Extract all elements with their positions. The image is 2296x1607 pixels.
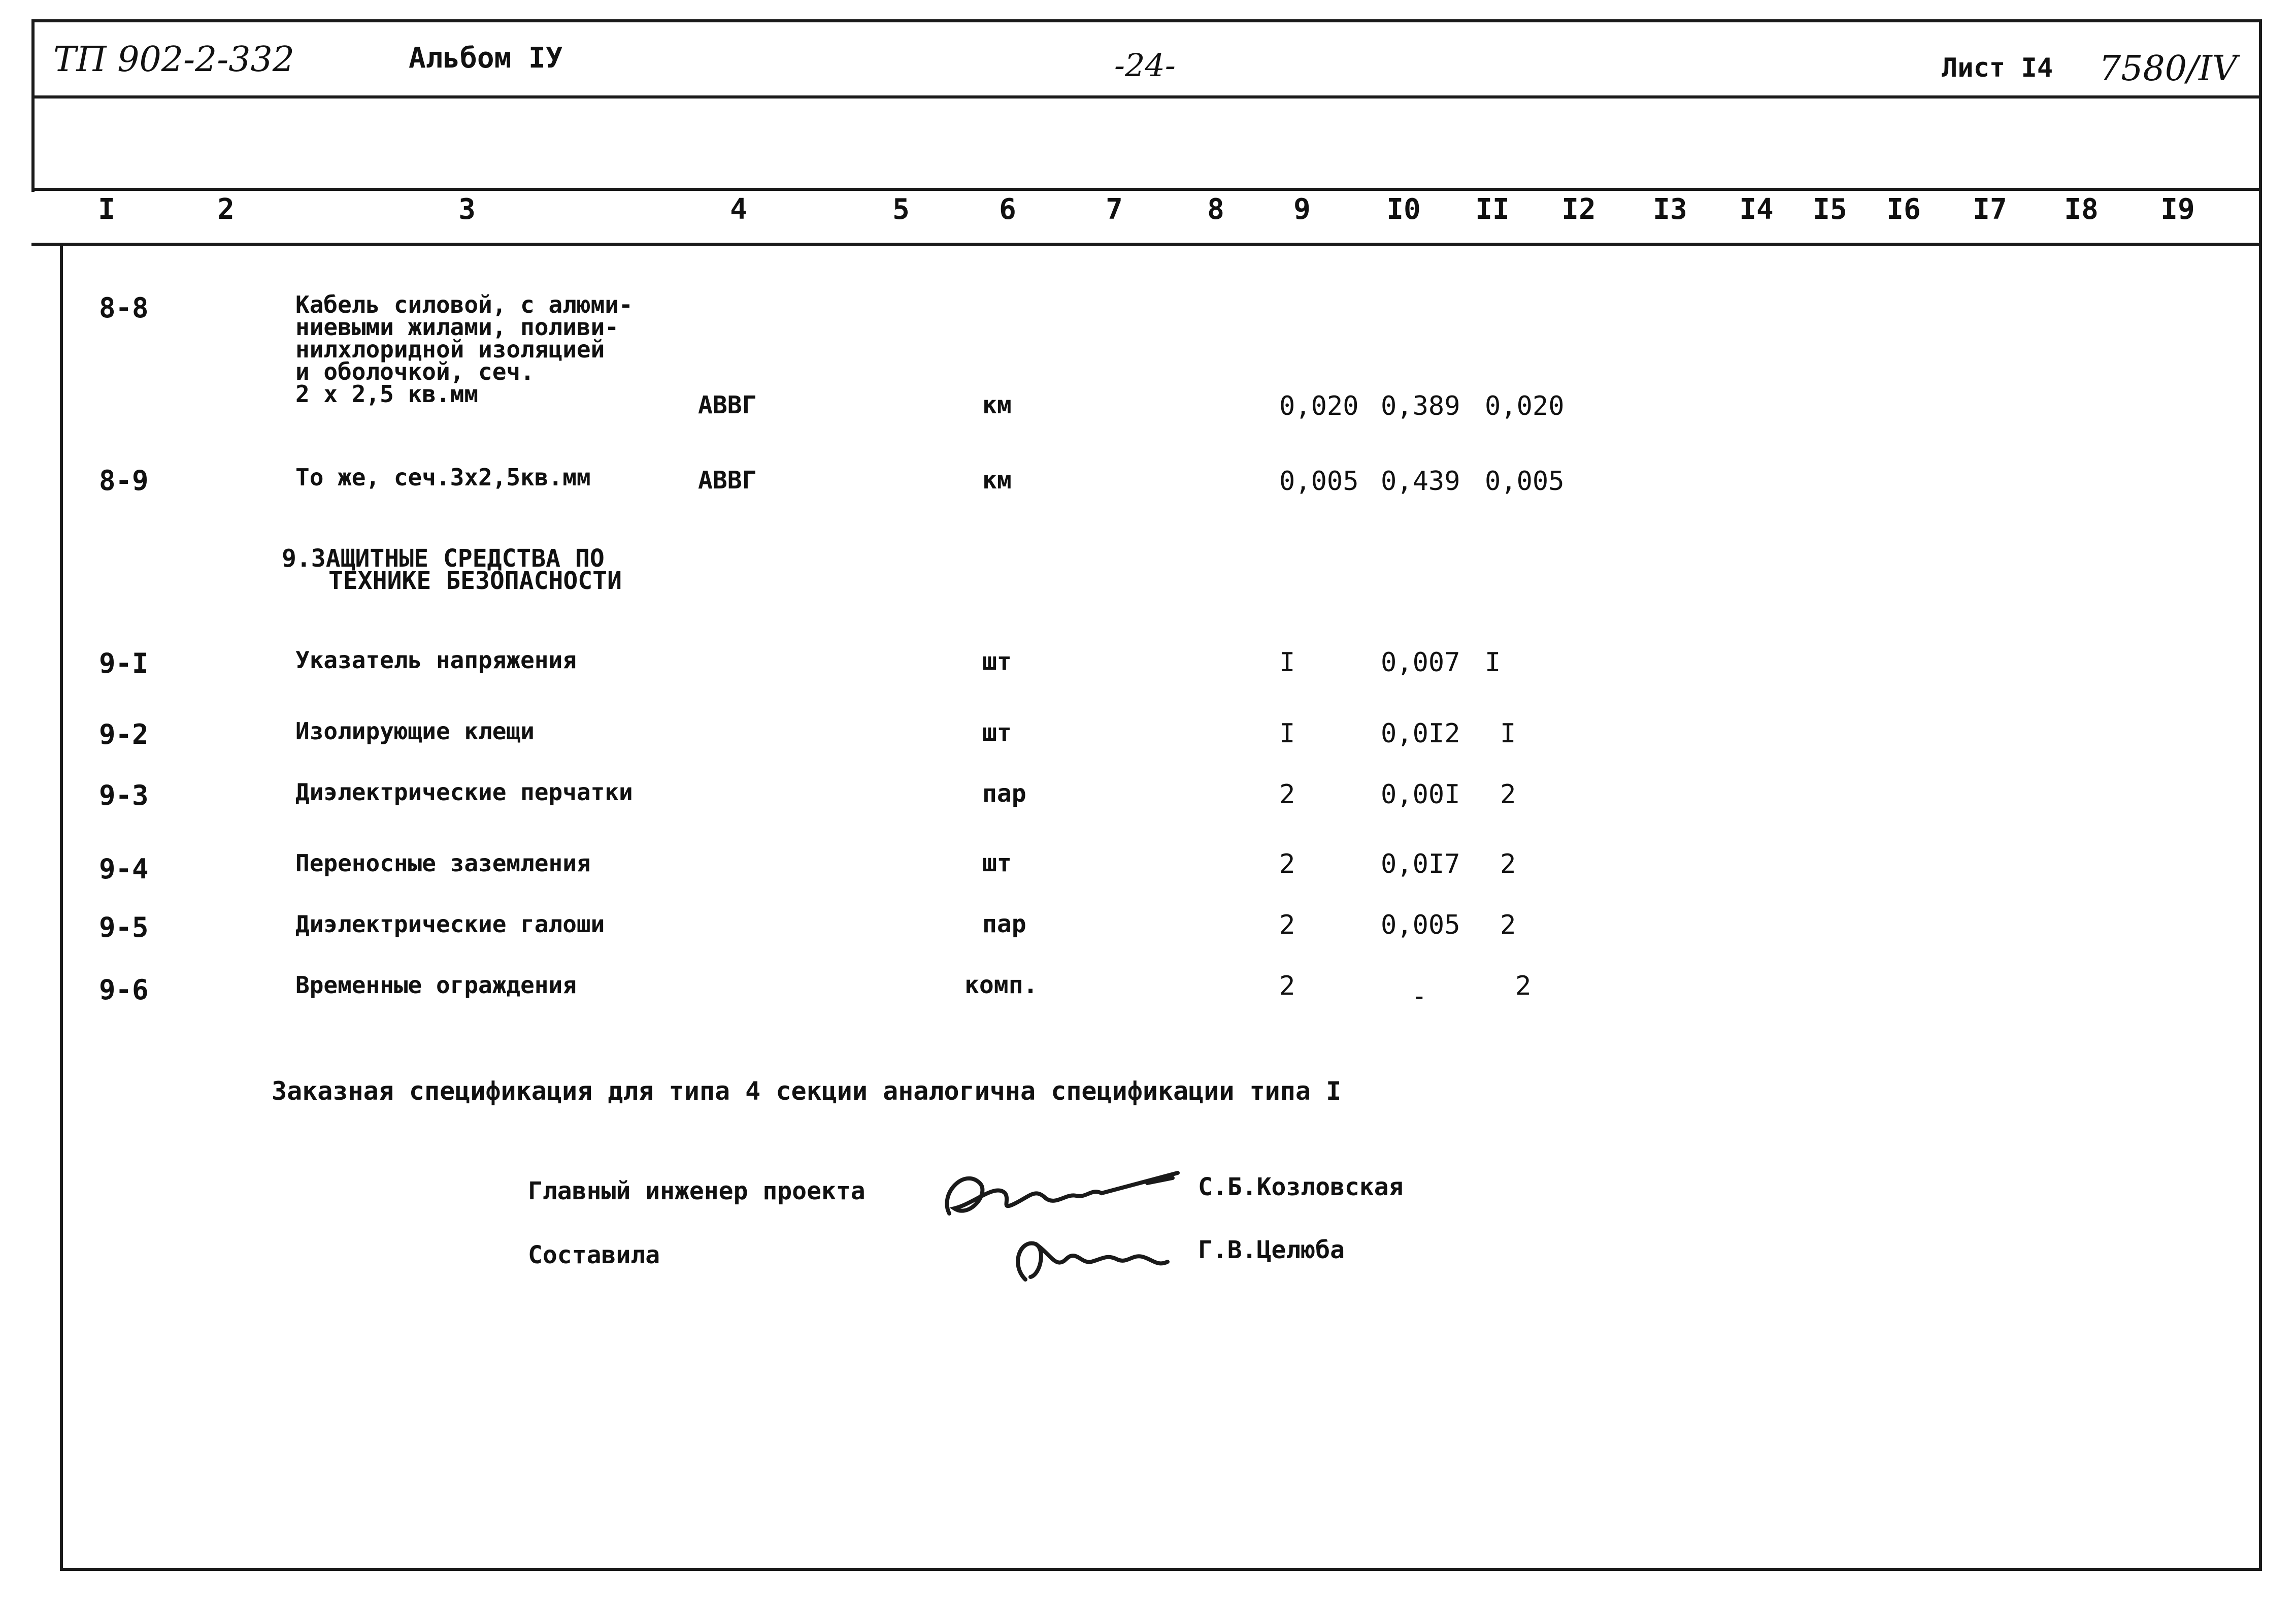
row-unit: комп. bbox=[964, 971, 1038, 999]
row-name bbox=[295, 849, 591, 877]
row-name-line: Изолирующие клещи bbox=[295, 717, 535, 745]
column-number: II bbox=[1475, 193, 1510, 226]
row-unit: шт bbox=[982, 718, 1012, 747]
row-column-11: I bbox=[1500, 718, 1516, 749]
row-column-11: 0,020 bbox=[1485, 391, 1565, 421]
row-name bbox=[295, 646, 577, 674]
row-name-line: То же, сеч.3х2,5кв.мм bbox=[295, 464, 591, 491]
row-column-10: 0,439 bbox=[1381, 466, 1460, 497]
column-number: 6 bbox=[999, 193, 1016, 226]
row-name-line: Диэлектрические перчатки bbox=[295, 778, 633, 806]
section-heading-line: 9.ЗАЩИТНЫЕ СРЕДСТВА ПО bbox=[282, 544, 605, 573]
row-column-10: 0,007 bbox=[1381, 647, 1460, 678]
row-name-line: ниевыми жилами, поливи- bbox=[295, 313, 619, 341]
row-name-line: 2 х 2,5 кв.мм bbox=[295, 380, 479, 408]
column-number: I4 bbox=[1739, 193, 1774, 226]
row-column-9: 0,005 bbox=[1279, 466, 1359, 497]
row-column-10: 0,0I2 bbox=[1381, 718, 1460, 749]
row-position: 9-6 bbox=[99, 974, 149, 1006]
row-position: 9-2 bbox=[99, 718, 149, 750]
row-position: 8-9 bbox=[99, 465, 149, 497]
frame-left-top-line bbox=[31, 19, 35, 192]
row-column-10: 0,00I bbox=[1381, 779, 1460, 810]
column-number: 7 bbox=[1106, 193, 1123, 226]
column-number: I6 bbox=[1886, 193, 1921, 226]
row-column-10: 0,389 bbox=[1381, 391, 1460, 421]
row-name-line: Временные ограждения bbox=[295, 971, 577, 999]
row-column-11: 0,005 bbox=[1485, 466, 1565, 497]
column-number: I9 bbox=[2160, 193, 2195, 226]
row-name bbox=[295, 291, 633, 408]
signature-compiler-icon bbox=[1005, 1224, 1198, 1295]
row-column-10: 0,0I7 bbox=[1381, 849, 1460, 879]
row-unit: км bbox=[982, 466, 1012, 495]
frame-column-bottom-line bbox=[31, 243, 2261, 246]
column-number: 9 bbox=[1293, 193, 1311, 226]
column-number: I0 bbox=[1386, 193, 1421, 226]
page-number: -24- bbox=[1114, 47, 1176, 84]
row-name-line: Кабель силовой, с алюми- bbox=[295, 291, 633, 318]
row-column-11: 2 bbox=[1500, 910, 1516, 940]
row-column-11: 2 bbox=[1500, 779, 1516, 810]
column-number: 8 bbox=[1207, 193, 1224, 226]
frame-header-line bbox=[31, 95, 2261, 99]
row-position: 9-4 bbox=[99, 853, 149, 885]
row-position: 9-I bbox=[99, 647, 149, 679]
row-name bbox=[295, 971, 577, 999]
row-column-9: I bbox=[1279, 718, 1295, 749]
row-position: 8-8 bbox=[99, 292, 149, 324]
row-name-line: Указатель напряжения bbox=[295, 646, 577, 674]
row-type: АВВГ bbox=[698, 391, 757, 419]
row-column-9: 0,020 bbox=[1279, 391, 1359, 421]
row-unit: шт bbox=[982, 647, 1012, 676]
column-number: 5 bbox=[892, 193, 910, 226]
row-unit: пар bbox=[982, 779, 1026, 808]
row-column-10: 0,005 bbox=[1381, 910, 1460, 940]
row-name bbox=[295, 717, 535, 745]
column-number: 2 bbox=[217, 193, 235, 226]
row-column-11: 2 bbox=[1515, 971, 1532, 1001]
signature-name-chief-engineer: С.Б.Козловская bbox=[1198, 1173, 1404, 1201]
row-name-line: и оболочкой, сеч. bbox=[295, 358, 535, 385]
column-number: I bbox=[98, 193, 115, 226]
section-9-heading bbox=[282, 544, 622, 595]
row-column-10: - bbox=[1411, 981, 1427, 1011]
row-name-line: Диэлектрические галоши bbox=[295, 910, 605, 938]
column-number: 4 bbox=[730, 193, 747, 226]
row-name-line: нилхлоридной изоляцией bbox=[295, 336, 605, 363]
row-name bbox=[295, 910, 605, 938]
row-column-11: 2 bbox=[1500, 849, 1516, 879]
column-number: 3 bbox=[458, 193, 476, 226]
row-type: АВВГ bbox=[698, 466, 757, 495]
row-position: 9-3 bbox=[99, 779, 149, 811]
inventory-number: 7580/IV bbox=[2099, 49, 2237, 89]
column-number: I8 bbox=[2064, 193, 2099, 226]
album-label: Альбом IУ bbox=[409, 42, 563, 75]
row-unit: км bbox=[982, 391, 1012, 419]
row-column-11: I bbox=[1485, 647, 1501, 678]
signature-role-chief-engineer: Главный инженер проекта bbox=[528, 1177, 866, 1205]
row-unit: шт bbox=[982, 849, 1012, 877]
frame-column-top-line bbox=[31, 188, 2261, 191]
specification-note: Заказная спецификация для типа 4 секции аналогична спецификации типа I bbox=[272, 1076, 1342, 1106]
sheet-number: Лист I4 bbox=[1942, 53, 2053, 83]
column-number: I2 bbox=[1561, 193, 1596, 226]
signature-chief-engineer-icon bbox=[934, 1153, 1198, 1234]
row-column-9: 2 bbox=[1279, 779, 1295, 810]
row-column-9: 2 bbox=[1279, 849, 1295, 879]
row-name bbox=[295, 778, 633, 806]
document-code: ТП 902-2-332 bbox=[53, 40, 295, 80]
frame-left-line bbox=[60, 244, 63, 1571]
frame-bottom-line bbox=[60, 1568, 2261, 1571]
row-unit: пар bbox=[982, 910, 1026, 938]
row-position: 9-5 bbox=[99, 911, 149, 943]
section-heading-line: ТЕХНИКЕ БЕЗОПАСНОСТИ bbox=[328, 567, 622, 595]
row-name bbox=[295, 464, 591, 491]
frame-top-line bbox=[31, 19, 2261, 22]
column-number: I3 bbox=[1653, 193, 1687, 226]
column-number: I7 bbox=[1973, 193, 2007, 226]
signature-role-compiler: Составила bbox=[528, 1241, 660, 1269]
signature-name-compiler: Г.В.Целюба bbox=[1198, 1236, 1345, 1264]
row-name-line: Переносные заземления bbox=[295, 849, 591, 877]
frame-right-line bbox=[2259, 19, 2262, 1571]
row-column-9: 2 bbox=[1279, 971, 1295, 1001]
row-column-9: 2 bbox=[1279, 910, 1295, 940]
row-column-9: I bbox=[1279, 647, 1295, 678]
column-number: I5 bbox=[1813, 193, 1847, 226]
